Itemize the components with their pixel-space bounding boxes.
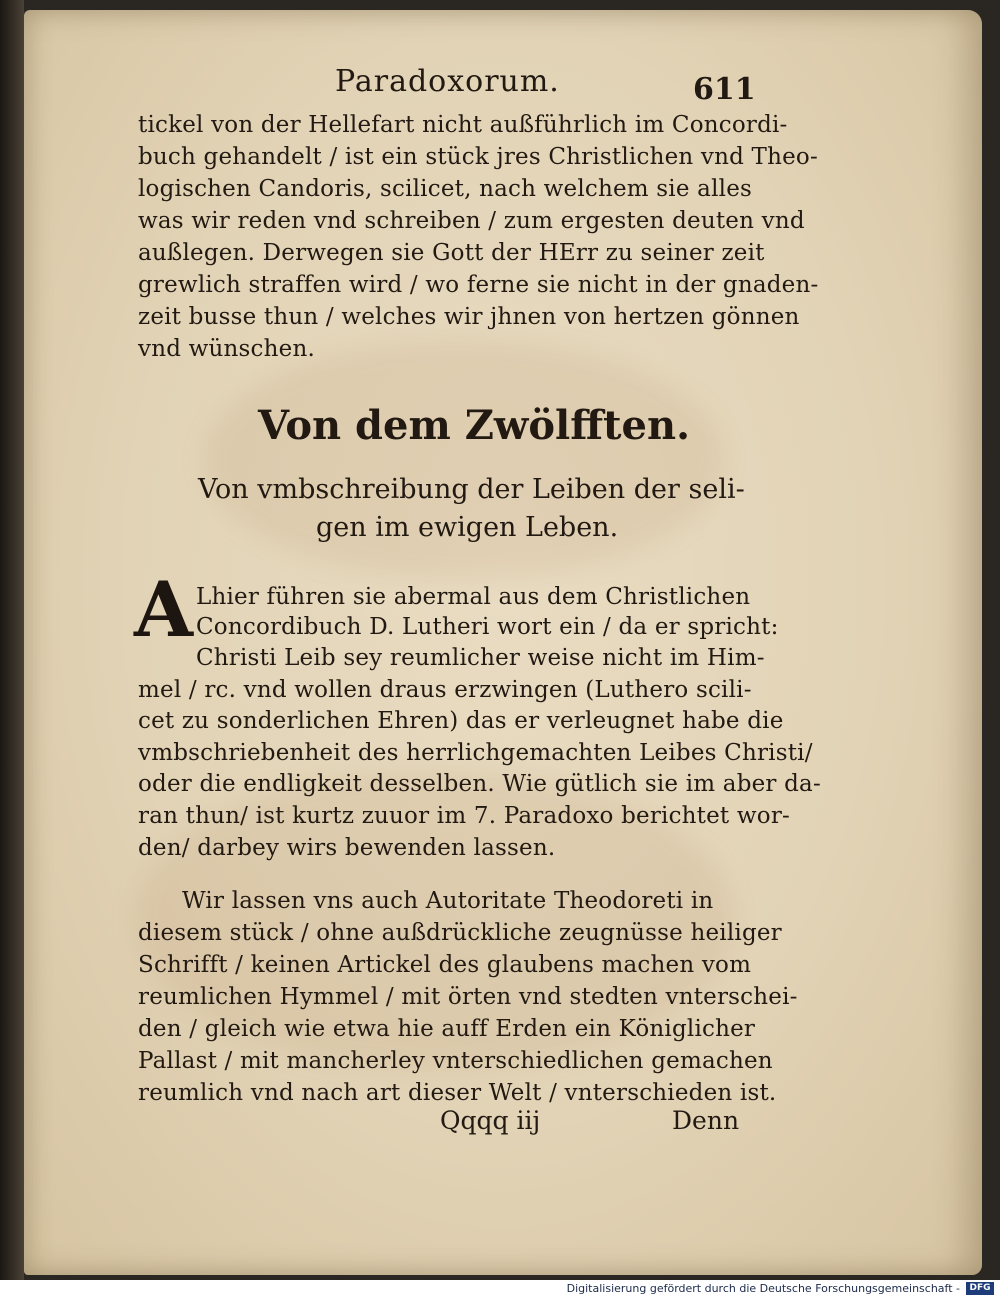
funding-credit: Digitalisierung gefördert durch die Deutsche Forschungsgemeinschaft - [566, 1282, 960, 1295]
text-line: Pallast / mit mancherley vnterschiedlichen gemachen [138, 1048, 773, 1074]
page-number: 611 [693, 72, 756, 107]
catchword: Denn [672, 1106, 740, 1135]
drop-capital: A [134, 565, 193, 654]
section-title: Von dem Zwölfften. [258, 402, 690, 449]
text-line: reumlichen Hymmel / mit örten vnd stedten vnterschei- [138, 984, 798, 1010]
text-line: grewlich straffen wird / wo ferne sie nicht in der gnaden- [138, 272, 819, 298]
signature-mark: Qqqq iij [440, 1106, 541, 1135]
text-line: Christi Leib sey reumlicher weise nicht im Him- [196, 645, 765, 671]
text-line: cet zu sonderlichen Ehren) das er verleugnet habe die [138, 708, 784, 734]
running-title: Paradoxorum. [335, 64, 560, 99]
text-line: mel / rc. vnd wollen draus erzwingen (Luthero scili- [138, 677, 752, 703]
text-line: logischen Candoris, scilicet, nach welchem sie alles [138, 176, 753, 202]
text-line: Wir lassen vns auch Autoritate Theodoreti in [182, 888, 714, 914]
text-line: Schrifft / keinen Artickel des glaubens machen vom [138, 952, 752, 978]
section-subtitle: gen im ewigen Leben. [316, 512, 619, 543]
text-line: den/ darbey wirs bewenden lassen. [138, 835, 556, 861]
text-line: vmbschriebenheit des herrlichgemachten Leibes Christi/ [138, 740, 813, 766]
section-subtitle: Von vmbschreibung der Leiben der seli- [198, 474, 745, 505]
text-line: oder die endligkeit desselben. Wie gütlich sie im aber da- [138, 771, 821, 797]
text-line: Concordibuch D. Lutheri wort ein / da er spricht: [196, 614, 779, 640]
text-line: ran thun/ ist kurtz zuuor im 7. Paradoxo berichtet wor- [138, 803, 790, 829]
text-line: außlegen. Derwegen sie Gott der HErr zu seiner zeit [138, 240, 765, 266]
text-line: den / gleich wie etwa hie auff Erden ein Königlicher [138, 1016, 756, 1042]
text-line: Lhier führen sie abermal aus dem Christlichen [196, 584, 751, 610]
book-spine [0, 0, 24, 1280]
paper-stain [204, 340, 724, 580]
text-line: was wir reden vnd schreiben / zum ergesten deuten vnd [138, 208, 805, 234]
text-line: zeit busse thun / welches wir jhnen von hertzen gönnen [138, 304, 800, 330]
text-line: tickel von der Hellefart nicht außführlich im Concordi- [138, 112, 788, 138]
text-line: buch gehandelt / ist ein stück jres Christlichen vnd Theo- [138, 144, 818, 170]
text-line: vnd wünschen. [138, 336, 315, 362]
footer-bar [0, 1280, 1000, 1298]
text-line: reumlich vnd nach art dieser Welt / vnterschieden ist. [138, 1080, 777, 1106]
text-line: diesem stück / ohne außdrückliche zeugnüsse heiliger [138, 920, 782, 946]
dfg-logo: DFG [966, 1282, 994, 1295]
